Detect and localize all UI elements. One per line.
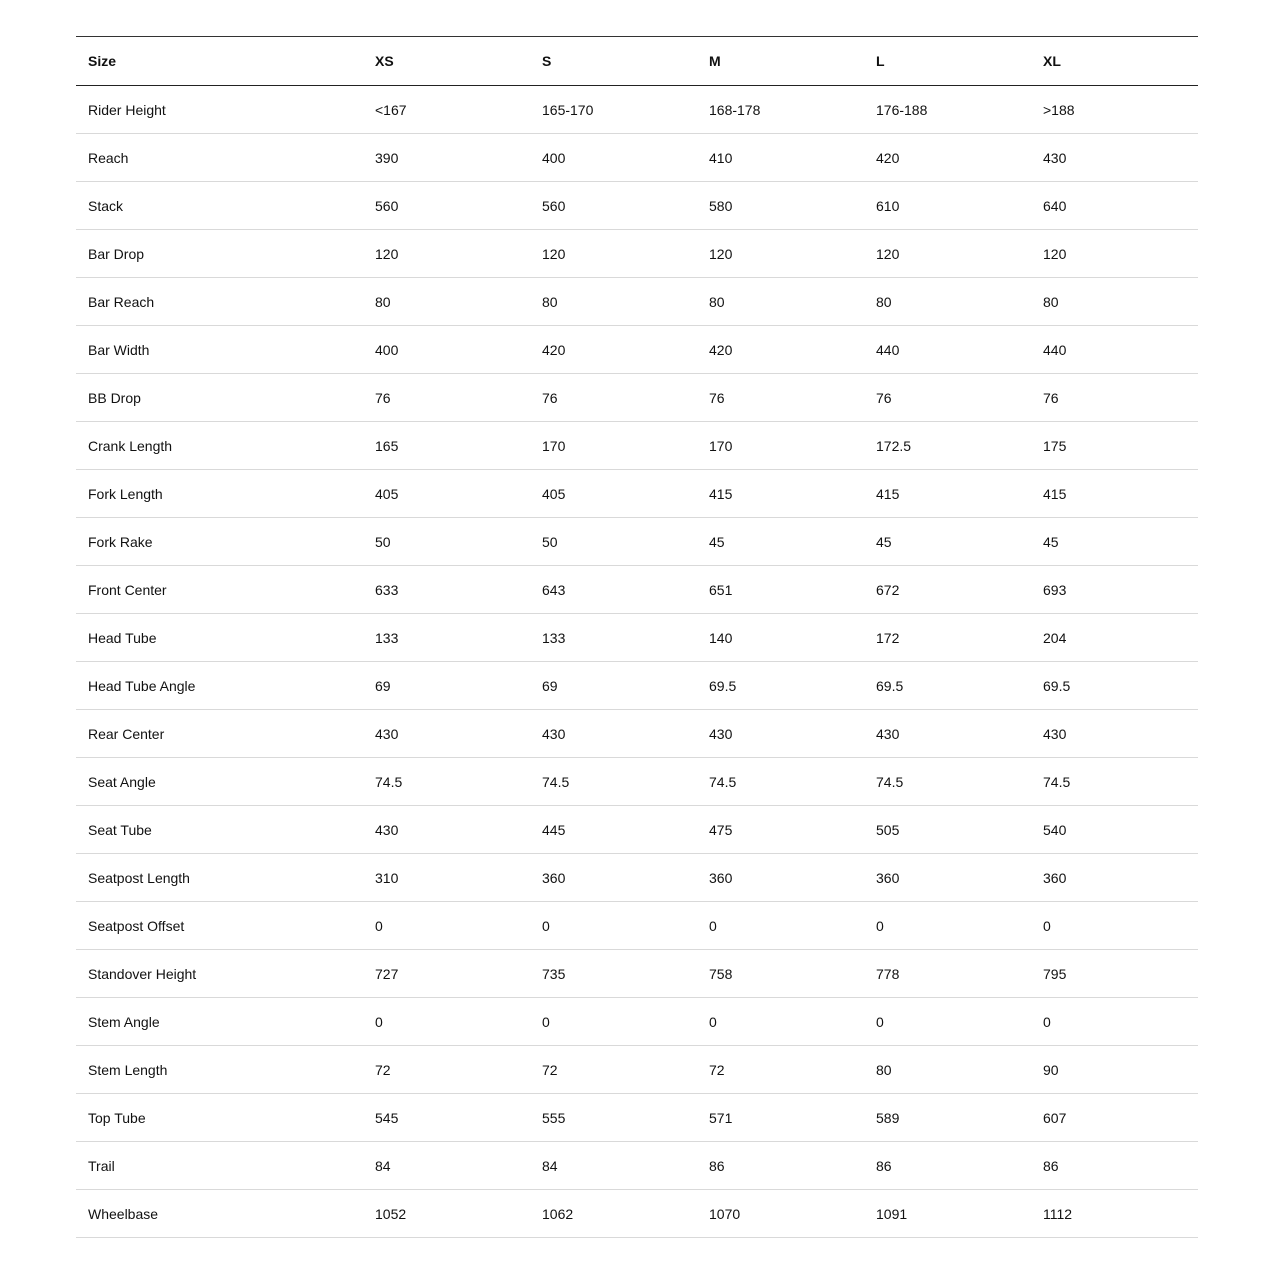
table-cell: 430 (876, 725, 900, 742)
table-cell: 420 (876, 149, 900, 166)
table-cell: 0 (709, 917, 717, 934)
header-size-s: S (542, 53, 552, 69)
table-cell: 170 (542, 437, 566, 454)
table-cell: 120 (375, 245, 399, 262)
table-cell: 84 (542, 1157, 558, 1174)
table-cell: 0 (876, 1013, 884, 1030)
table-row (76, 614, 1198, 662)
table-cell: 50 (542, 533, 558, 550)
row-label: Seat Tube (88, 821, 152, 838)
table-row (76, 278, 1198, 326)
table-cell: 445 (542, 821, 566, 838)
header-size-m: M (709, 53, 721, 69)
geometry-table (76, 36, 1198, 1238)
table-cell: 410 (709, 149, 733, 166)
row-label: Head Tube (88, 629, 157, 646)
table-cell: 76 (876, 389, 892, 406)
table-cell: 430 (375, 725, 399, 742)
table-row (76, 326, 1198, 374)
table-cell: 415 (1043, 485, 1067, 502)
row-label: Fork Rake (88, 533, 153, 550)
table-cell: 170 (709, 437, 733, 454)
table-cell: 360 (709, 869, 733, 886)
table-cell: 120 (542, 245, 566, 262)
table-cell: 120 (876, 245, 900, 262)
table-row (76, 422, 1198, 470)
row-label: Top Tube (88, 1109, 146, 1126)
table-cell: 74.5 (542, 773, 570, 790)
table-cell: 80 (542, 293, 558, 310)
table-cell: 120 (709, 245, 733, 262)
table-cell: 430 (709, 725, 733, 742)
table-cell: 589 (876, 1109, 900, 1126)
table-cell: 580 (709, 197, 733, 214)
table-cell: 1070 (709, 1205, 741, 1222)
table-row (76, 902, 1198, 950)
table-cell: 45 (876, 533, 892, 550)
table-cell: 610 (876, 197, 900, 214)
table-cell: 45 (1043, 533, 1059, 550)
table-cell: 400 (375, 341, 399, 358)
table-cell: 390 (375, 149, 399, 166)
table-row (76, 182, 1198, 230)
table-cell: 76 (542, 389, 558, 406)
row-label: Seat Angle (88, 773, 156, 790)
row-label: Trail (88, 1157, 115, 1174)
table-cell: 69 (375, 677, 391, 694)
row-label: Standover Height (88, 965, 197, 982)
table-cell: 80 (375, 293, 391, 310)
table-cell: <167 (375, 101, 407, 118)
table-cell: 176-188 (876, 101, 928, 118)
table-cell: 204 (1043, 629, 1067, 646)
row-label: Stem Length (88, 1061, 168, 1078)
table-cell: 45 (709, 533, 725, 550)
table-cell: 405 (542, 485, 566, 502)
table-cell: 505 (876, 821, 900, 838)
table-cell: 133 (542, 629, 566, 646)
table-cell: 69.5 (1043, 677, 1071, 694)
table-cell: 693 (1043, 581, 1067, 598)
table-cell: 1062 (542, 1205, 574, 1222)
header-size-xs: XS (375, 53, 394, 69)
table-cell: 80 (1043, 293, 1059, 310)
table-cell: 540 (1043, 821, 1067, 838)
table-row (76, 566, 1198, 614)
header-size-xl: XL (1043, 53, 1061, 69)
table-cell: 672 (876, 581, 900, 598)
table-row (76, 230, 1198, 278)
table-cell: 475 (709, 821, 733, 838)
table-cell: 735 (542, 965, 566, 982)
table-cell: 0 (876, 917, 884, 934)
table-cell: 0 (709, 1013, 717, 1030)
table-cell: 360 (876, 869, 900, 886)
table-cell: 560 (375, 197, 399, 214)
row-label: Bar Reach (88, 293, 155, 310)
table-cell: 74.5 (876, 773, 904, 790)
header-row (76, 37, 1198, 86)
table-cell: 76 (709, 389, 725, 406)
table-row (76, 374, 1198, 422)
row-label: Bar Width (88, 341, 150, 358)
row-label: Seatpost Length (88, 869, 190, 886)
table-cell: 758 (709, 965, 733, 982)
table-cell: 74.5 (1043, 773, 1071, 790)
table-row (76, 710, 1198, 758)
table-cell: 607 (1043, 1109, 1067, 1126)
table-cell: 360 (1043, 869, 1067, 886)
table-cell: 1091 (876, 1205, 908, 1222)
table-cell: 86 (1043, 1157, 1059, 1174)
table-cell: 633 (375, 581, 399, 598)
table-cell: 0 (1043, 1013, 1051, 1030)
table-row (76, 1190, 1198, 1238)
table-cell: 76 (1043, 389, 1059, 406)
table-cell: 555 (542, 1109, 566, 1126)
table-cell: 76 (375, 389, 391, 406)
table-cell: 165-170 (542, 101, 594, 118)
table-cell: 80 (876, 1061, 892, 1078)
table-cell: 440 (876, 341, 900, 358)
table-cell: 165 (375, 437, 399, 454)
table-cell: 172.5 (876, 437, 912, 454)
table-cell: 74.5 (709, 773, 737, 790)
table-cell: 400 (542, 149, 566, 166)
row-label: Seatpost Offset (88, 917, 185, 934)
table-row (76, 518, 1198, 566)
table-cell: 0 (375, 917, 383, 934)
row-label: Bar Drop (88, 245, 145, 262)
table-header (76, 37, 1198, 86)
table-cell: 120 (1043, 245, 1067, 262)
row-label: Rear Center (88, 725, 165, 742)
table-cell: 0 (1043, 917, 1051, 934)
table-cell: 172 (876, 629, 900, 646)
table-row (76, 134, 1198, 182)
table-cell: 86 (709, 1157, 725, 1174)
table-row (76, 806, 1198, 854)
table-cell: 430 (542, 725, 566, 742)
table-cell: 1112 (1043, 1205, 1073, 1222)
table-row (76, 758, 1198, 806)
table-cell: 84 (375, 1157, 391, 1174)
table-cell: 0 (375, 1013, 383, 1030)
table-body (76, 86, 1198, 1238)
table-cell: 560 (542, 197, 566, 214)
header-size-label: Size (88, 53, 117, 69)
table-cell: 640 (1043, 197, 1067, 214)
table-cell: 440 (1043, 341, 1067, 358)
table-cell: 74.5 (375, 773, 403, 790)
table-cell: 415 (876, 485, 900, 502)
table-cell: 80 (876, 293, 892, 310)
table-cell: 80 (709, 293, 725, 310)
table-cell: 415 (709, 485, 733, 502)
table-cell: 69 (542, 677, 558, 694)
table-cell: 405 (375, 485, 399, 502)
table-cell: 360 (542, 869, 566, 886)
table-cell: 0 (542, 1013, 550, 1030)
table-cell: 72 (542, 1061, 558, 1078)
table-row (76, 470, 1198, 518)
table-cell: 310 (375, 869, 399, 886)
table-row (76, 1142, 1198, 1190)
table-cell: 72 (375, 1061, 391, 1078)
table-cell: 175 (1043, 437, 1067, 454)
table-cell: 430 (1043, 149, 1067, 166)
table-cell: 651 (709, 581, 733, 598)
table-cell: 140 (709, 629, 733, 646)
table-row (76, 950, 1198, 998)
table-cell: 168-178 (709, 101, 761, 118)
table-cell: 90 (1043, 1061, 1059, 1078)
table-row (76, 998, 1198, 1046)
table-row (76, 662, 1198, 710)
table-cell: 778 (876, 965, 900, 982)
table-cell: 69.5 (876, 677, 904, 694)
row-label: Fork Length (88, 485, 163, 502)
table-cell: 420 (542, 341, 566, 358)
table-cell: 795 (1043, 965, 1067, 982)
table-cell: 0 (542, 917, 550, 934)
table-row (76, 86, 1198, 134)
table-row (76, 1094, 1198, 1142)
table-cell: 72 (709, 1061, 725, 1078)
geometry-table-container (76, 36, 1198, 1238)
table-cell: 133 (375, 629, 399, 646)
row-label: Stack (88, 197, 124, 214)
row-label: Rider Height (88, 101, 166, 118)
row-label: Reach (88, 149, 129, 166)
table-cell: 643 (542, 581, 566, 598)
row-label: BB Drop (88, 389, 141, 406)
table-cell: 571 (709, 1109, 733, 1126)
row-label: Front Center (88, 581, 167, 598)
table-cell: 430 (1043, 725, 1067, 742)
table-cell: 727 (375, 965, 399, 982)
table-cell: 420 (709, 341, 733, 358)
row-label: Stem Angle (88, 1013, 160, 1030)
table-row (76, 1046, 1198, 1094)
header-size-l: L (876, 53, 885, 69)
table-row (76, 854, 1198, 902)
row-label: Head Tube Angle (88, 677, 196, 694)
row-label: Wheelbase (88, 1205, 159, 1222)
table-cell: 50 (375, 533, 391, 550)
table-cell: >188 (1043, 101, 1075, 118)
row-label: Crank Length (88, 437, 173, 454)
table-cell: 1052 (375, 1205, 407, 1222)
table-cell: 86 (876, 1157, 892, 1174)
table-cell: 545 (375, 1109, 399, 1126)
table-cell: 69.5 (709, 677, 737, 694)
table-cell: 430 (375, 821, 399, 838)
